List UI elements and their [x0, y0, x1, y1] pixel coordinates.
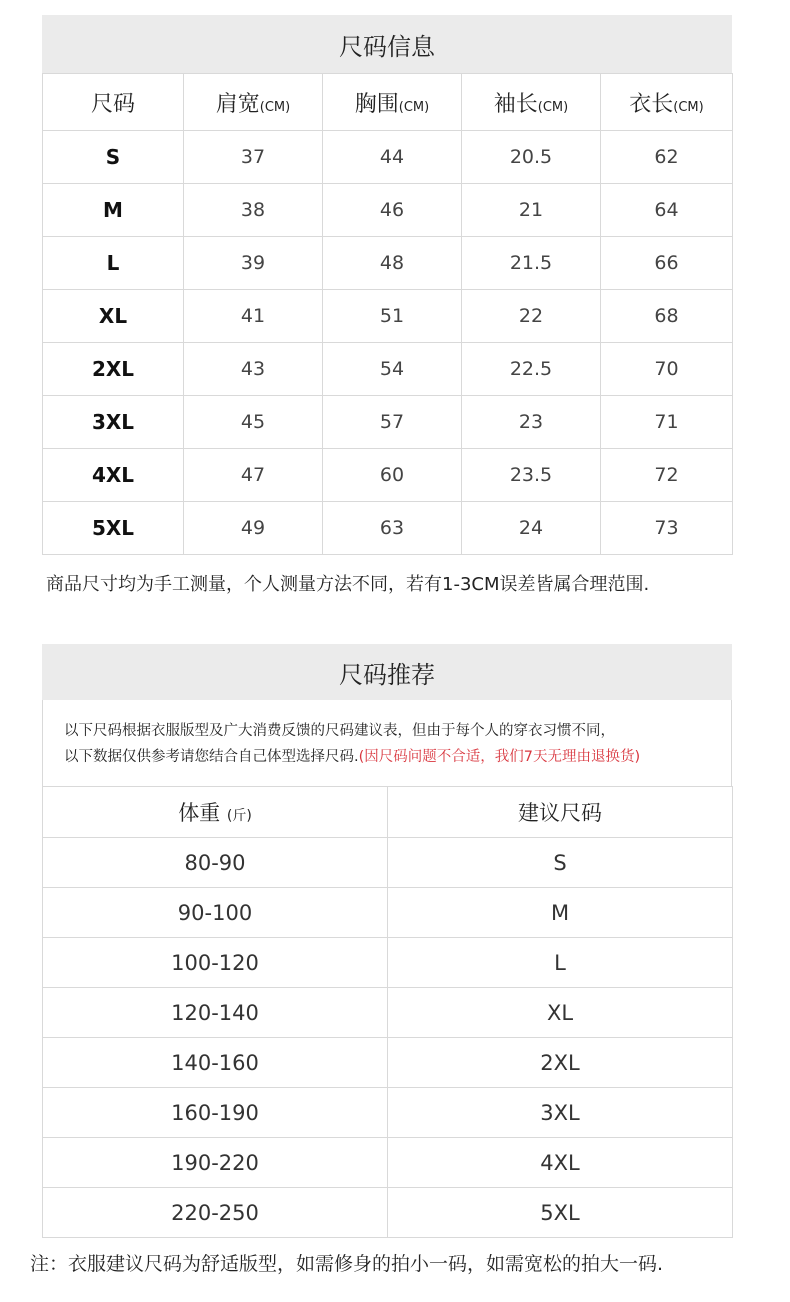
size-cell: XL	[43, 290, 184, 343]
length-cell: 72	[601, 449, 733, 502]
chest-cell: 57	[323, 396, 462, 449]
header-shoulder: 肩宽(CM)	[184, 74, 323, 131]
size-info-title-text: 尺码信息	[339, 32, 435, 61]
length-cell: 73	[601, 502, 733, 555]
sleeve-cell: 23	[462, 396, 601, 449]
sleeve-cell: 22.5	[462, 343, 601, 396]
table-row	[43, 396, 733, 449]
size-info-table	[42, 73, 733, 555]
size-cell: 2XL	[43, 343, 184, 396]
suggested-size-cell: M	[388, 888, 733, 938]
suggested-size-cell: 4XL	[388, 1138, 733, 1188]
table-row	[43, 988, 733, 1038]
chest-cell: 60	[323, 449, 462, 502]
size-cell: L	[43, 237, 184, 290]
size-recommendation-panel	[42, 644, 732, 1238]
suggested-size-cell: L	[388, 938, 733, 988]
shoulder-cell: 43	[184, 343, 323, 396]
intro-line-2	[64, 744, 731, 770]
chest-cell: 48	[323, 237, 462, 290]
table-row	[43, 1088, 733, 1138]
length-cell: 66	[601, 237, 733, 290]
suggested-size-cell: 3XL	[388, 1088, 733, 1138]
shoulder-cell: 49	[184, 502, 323, 555]
chest-cell: 46	[323, 184, 462, 237]
header-length: 衣长(CM)	[601, 74, 733, 131]
sleeve-cell: 23.5	[462, 449, 601, 502]
length-cell: 68	[601, 290, 733, 343]
table-row	[43, 1038, 733, 1088]
weight-cell: 220-250	[43, 1188, 388, 1238]
chest-cell: 54	[323, 343, 462, 396]
table-row	[43, 184, 733, 237]
sleeve-cell: 20.5	[462, 131, 601, 184]
shoulder-cell: 41	[184, 290, 323, 343]
size-cell: 3XL	[43, 396, 184, 449]
fit-note: 注：衣服建议尺码为舒适版型，如需修身的拍小一码，如需宽松的拍大一码.	[30, 1253, 664, 1275]
table-row	[43, 237, 733, 290]
sleeve-cell: 21.5	[462, 237, 601, 290]
size-info-panel	[42, 15, 732, 555]
size-cell: S	[43, 131, 184, 184]
intro-line-1: 以下尺码根据衣服版型及广大消费反馈的尺码建议表，但由于每个人的穿衣习惯不同，	[64, 723, 615, 739]
chest-cell: 44	[323, 131, 462, 184]
header-suggested-size: 建议尺码	[388, 787, 733, 838]
weight-cell: 120-140	[43, 988, 388, 1038]
measurement-note: 商品尺寸均为手工测量，个人测量方法不同，若有1-3CM误差皆属合理范围.	[46, 574, 650, 595]
return-policy-text: (因尺码问题不合适，我们7天无理由退换货)	[358, 749, 641, 765]
table-row	[43, 449, 733, 502]
size-info-title	[42, 15, 732, 73]
suggested-size-cell: S	[388, 838, 733, 888]
header-chest: 胸围(CM)	[323, 74, 462, 131]
length-cell: 70	[601, 343, 733, 396]
size-recommendation-title	[42, 644, 732, 700]
size-recommendation-table	[42, 786, 733, 1238]
table-row	[43, 888, 733, 938]
length-cell: 71	[601, 396, 733, 449]
weight-cell: 90-100	[43, 888, 388, 938]
suggested-size-cell: 5XL	[388, 1188, 733, 1238]
table-row	[43, 131, 733, 184]
shoulder-cell: 45	[184, 396, 323, 449]
size-recommendation-title-text: 尺码推荐	[339, 660, 435, 689]
recommendation-header-row	[43, 787, 733, 838]
recommendation-intro	[42, 700, 732, 786]
sleeve-cell: 24	[462, 502, 601, 555]
table-row	[43, 290, 733, 343]
chest-cell: 63	[323, 502, 462, 555]
weight-cell: 140-160	[43, 1038, 388, 1088]
table-row	[43, 1138, 733, 1188]
header-weight: 体重 (斤)	[43, 787, 388, 838]
length-cell: 62	[601, 131, 733, 184]
sleeve-cell: 22	[462, 290, 601, 343]
table-row	[43, 1188, 733, 1238]
size-cell: 4XL	[43, 449, 184, 502]
table-row	[43, 938, 733, 988]
shoulder-cell: 37	[184, 131, 323, 184]
shoulder-cell: 38	[184, 184, 323, 237]
suggested-size-cell: 2XL	[388, 1038, 733, 1088]
sleeve-cell: 21	[462, 184, 601, 237]
size-info-header-row	[43, 74, 733, 131]
weight-cell: 80-90	[43, 838, 388, 888]
intro-line-2-text: 以下数据仅供参考请您结合自己体型选择尺码.	[64, 749, 359, 765]
suggested-size-cell: XL	[388, 988, 733, 1038]
table-row	[43, 838, 733, 888]
weight-cell: 100-120	[43, 938, 388, 988]
shoulder-cell: 47	[184, 449, 323, 502]
size-cell: 5XL	[43, 502, 184, 555]
header-sleeve: 袖长(CM)	[462, 74, 601, 131]
chest-cell: 51	[323, 290, 462, 343]
shoulder-cell: 39	[184, 237, 323, 290]
weight-cell: 190-220	[43, 1138, 388, 1188]
table-row	[43, 343, 733, 396]
length-cell: 64	[601, 184, 733, 237]
header-size: 尺码	[43, 74, 184, 131]
weight-cell: 160-190	[43, 1088, 388, 1138]
size-cell: M	[43, 184, 184, 237]
table-row	[43, 502, 733, 555]
